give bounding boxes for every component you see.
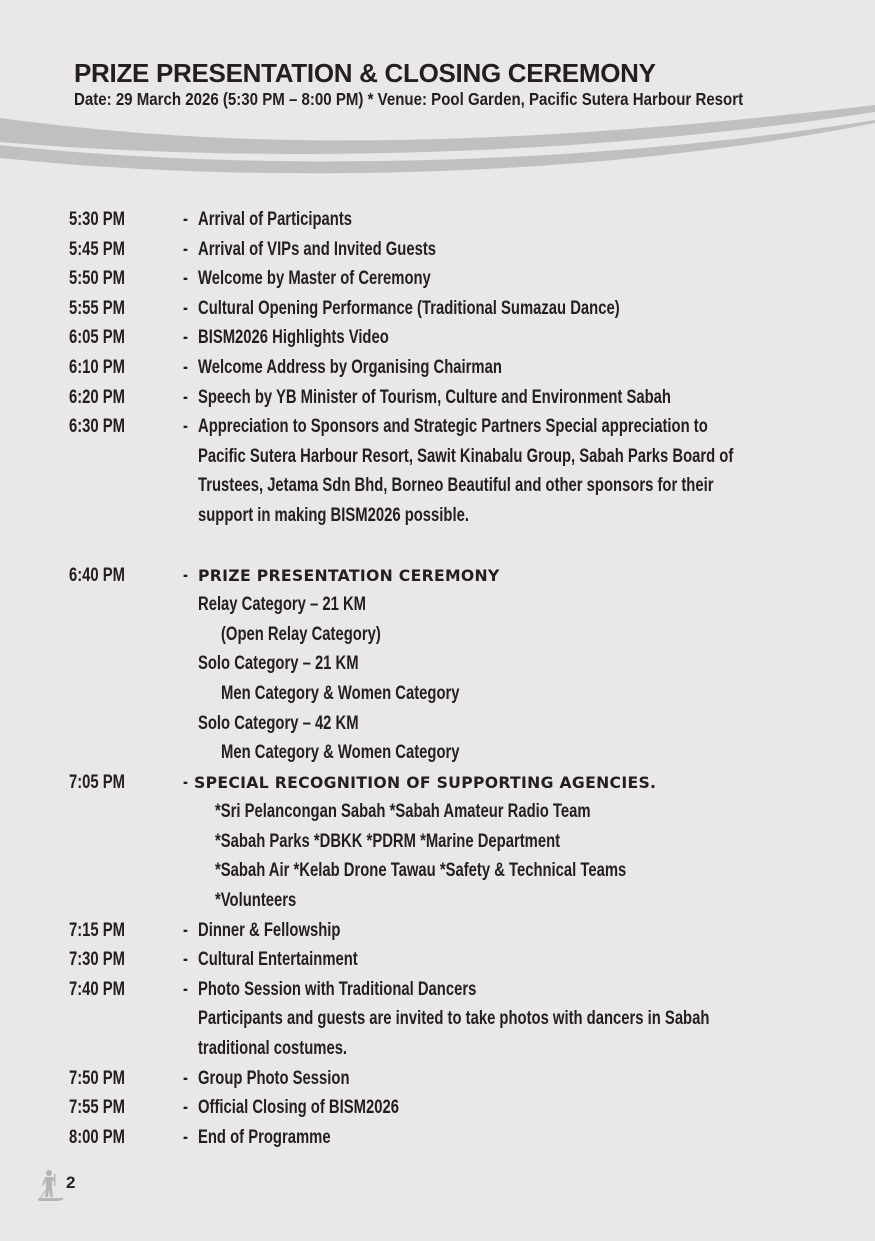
category-label: Solo Category – 21 KM [198, 653, 359, 675]
agenda-description: Trustees, Jetama Sdn Bhd, Borneo Beautiful and other sponsors for their [198, 475, 714, 497]
agenda-item [69, 768, 829, 916]
agenda-item [69, 264, 829, 294]
agenda-heading: PRIZE PRESENTATION CEREMONY [198, 565, 500, 585]
agency-list: *Volunteers [215, 890, 297, 912]
category-detail: Men Category & Women Category [221, 742, 460, 764]
agenda-dash: - [183, 386, 188, 408]
agenda-item [69, 561, 829, 768]
agenda-description: traditional costumes. [198, 1038, 348, 1060]
agenda-time: 6:05 PM [69, 327, 126, 349]
agenda-item [69, 945, 829, 975]
agenda-item [69, 1093, 829, 1123]
agenda-item [69, 294, 829, 324]
agenda-dash: - [183, 209, 188, 230]
agenda-time: 6:20 PM [69, 386, 126, 408]
page-number: 2 [66, 1173, 76, 1192]
agenda-dash: - [183, 238, 188, 260]
page-title: PRIZE PRESENTATION & CLOSING CEREMONY [74, 58, 656, 88]
agenda-item [69, 916, 829, 946]
page-footer [34, 1168, 75, 1204]
agenda-list [69, 205, 829, 1152]
agenda-dash: - [183, 1126, 188, 1148]
agenda-description: Dinner & Fellowship [198, 919, 341, 941]
agenda-description: Cultural Entertainment [198, 949, 358, 971]
decorative-swoosh [0, 100, 875, 190]
agenda-dash: - [183, 1097, 188, 1119]
agenda-dash: - [183, 297, 188, 319]
agenda-item [69, 412, 829, 530]
agenda-time: 5:30 PM [69, 209, 126, 230]
agenda-dash: - [183, 416, 188, 438]
agenda-time: 7:50 PM [69, 1067, 126, 1089]
agenda-dash: - [183, 978, 188, 1000]
agenda-item [69, 1064, 829, 1094]
agency-list: *Sabah Parks *DBKK *PDRM *Marine Department [215, 830, 561, 852]
agenda-time: 7:30 PM [69, 949, 126, 971]
agenda-description: support in making BISM2026 possible. [198, 504, 469, 526]
agenda-dash: - [183, 268, 188, 290]
agenda-item [69, 353, 829, 383]
agenda-time: 7:15 PM [69, 919, 126, 941]
event-date-venue: Date: 29 March 2026 (5:30 PM – 8:00 PM) * Venue: Pool Garden, Pacific Sutera Harbour Resort [74, 89, 744, 109]
category-detail: (Open Relay Category) [221, 623, 381, 645]
agenda-description: BISM2026 Highlights Video [198, 327, 389, 349]
category-detail: Men Category & Women Category [221, 682, 460, 704]
agenda-description: Appreciation to Sponsors and Strategic Partners Special appreciation to [198, 416, 708, 438]
agenda-description: Official Closing of BISM2026 [198, 1097, 399, 1119]
agenda-time: 7:05 PM [69, 771, 126, 793]
paddleboarder-icon [34, 1168, 70, 1204]
agenda-dash: - [183, 1067, 188, 1089]
agenda-description: Welcome Address by Organising Chairman [198, 356, 502, 378]
agenda-dash: - [183, 356, 188, 378]
agenda-description: Participants and guests are invited to take photos with dancers in Sabah [198, 1008, 710, 1030]
agenda-time: 5:55 PM [69, 297, 126, 319]
agenda-item [69, 1123, 829, 1153]
agenda-time: 8:00 PM [69, 1126, 126, 1148]
agenda-heading: SPECIAL RECOGNITION OF SUPPORTING AGENCIES. [194, 772, 657, 792]
agenda-dash: - [183, 771, 188, 793]
agenda-time: 6:10 PM [69, 356, 126, 378]
agenda-description: End of Programme [198, 1126, 331, 1148]
agenda-item [69, 383, 829, 413]
category-label: Relay Category – 21 KM [198, 594, 367, 616]
category-label: Solo Category – 42 KM [198, 712, 359, 734]
agenda-description: Arrival of Participants [198, 209, 353, 230]
agenda-time: 5:50 PM [69, 268, 126, 290]
agenda-description: Speech by YB Minister of Tourism, Culture and Environment Sabah [198, 386, 671, 408]
agenda-time: 6:30 PM [69, 416, 126, 438]
agenda-time: 6:40 PM [69, 564, 126, 586]
agenda-description: Photo Session with Traditional Dancers [198, 978, 477, 1000]
agenda-dash: - [183, 327, 188, 349]
agenda-description: Arrival of VIPs and Invited Guests [198, 238, 437, 260]
agenda-dash: - [183, 564, 188, 586]
agenda-item [69, 975, 829, 1064]
agency-list: *Sabah Air *Kelab Drone Tawau *Safety & Technical Teams [215, 860, 627, 882]
agenda-description: Welcome by Master of Ceremony [198, 268, 431, 290]
agenda-time: 7:40 PM [69, 978, 126, 1000]
agency-list: *Sri Pelancongan Sabah *Sabah Amateur Radio Team [215, 801, 591, 823]
agenda-description: Group Photo Session [198, 1067, 350, 1089]
agenda-item [69, 323, 829, 353]
agenda-item [69, 235, 829, 265]
agenda-description: Pacific Sutera Harbour Resort, Sawit Kinabalu Group, Sabah Parks Board of [198, 445, 734, 467]
agenda-dash: - [183, 949, 188, 971]
agenda-time: 7:55 PM [69, 1097, 126, 1119]
agenda-item [69, 205, 829, 235]
agenda-description: Cultural Opening Performance (Traditional Sumazau Dance) [198, 297, 620, 319]
agenda-dash: - [183, 919, 188, 941]
agenda-time: 5:45 PM [69, 238, 126, 260]
